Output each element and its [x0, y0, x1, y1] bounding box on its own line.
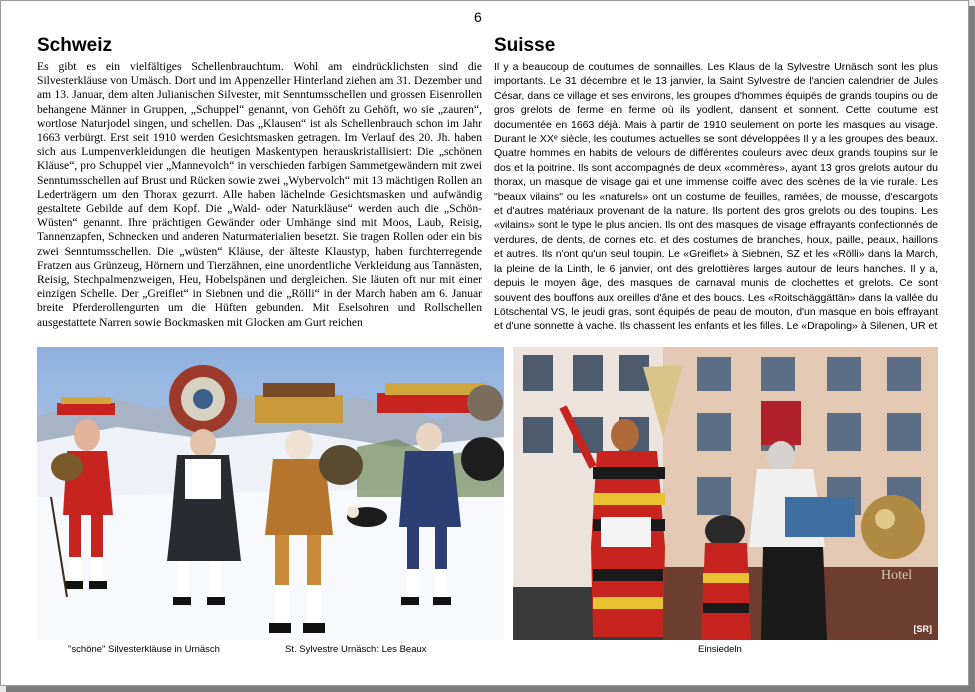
german-title: Schweiz [37, 35, 112, 56]
caption-photo1-french: St. Sylvestre Urnäsch: Les Beaux [285, 644, 427, 655]
photo-silvesterklaeuse-illustration [37, 347, 504, 640]
french-title: Suisse [494, 35, 556, 56]
photo-credit: [SR] [913, 624, 932, 634]
photo-einsiedeln [513, 347, 938, 640]
photo-einsiedeln-illustration [513, 347, 938, 640]
german-body: Es gibt es ein vielfältiges Schellenbrauchtum. Wohl am eindrücklichsten sind die Silvesterkläuse von Umäsch. Dort und im Appenzeller Hinterland ziehen am 31. Dezember und am 13. Januar, dem alten Julianischen Silvester, mit Senntumsschellen und grossen Eisenrollen behangene Männer in Gruppen, „Schuppel“ genannt, von Gehöft zu Gehöft, wo sie „zauren“, wortlose Naturjodel singen, und schellen. Das „Klausen“ ist als Schellenbrauch schon im Jahr 1663 verbürgt. Erst seit 1910 werden Gesichtsmasken getragen. Im Verlauf des 20. Jh. haben sich aus Lumpenverkleidungen die heutigen Maskentypen herauskristallisiert: Die „schönen Kläuse“, pro Schuppel vier „Mannevolch“ in verschieden farbigen Sammetgewändern mit zwei Senntumsschellen auf Brust und Rücken sowie zwei „Wybervolch“ mit 13 mächtigen Rollen an Lederträgern um den Thorax gezurrt. Alle haben lächelnde Gesichtsmasken und aufwändig gestaltete Gebilde auf dem Kopf. Die „Wald- oder Naturkläuse“ werden auch die „Schön-Wüsten“ genannt. Ihre prächtigen Gewänder oder Umhänge sind mit Moos, Laub, Reisig, Tannenzapfen, Schnecken und anderen Naturmaterialien besetzt. Sie tragen Rollen oder ein bis zwei Senntumsschellen. Die „wüsten“ Kläuse, der älteste Klaustyp, haben furchterregende Fratzen aus Grünzeug, Hörnern und Tierzähnen, eine unordentliche Verkleidung aus Tannästen, Reisig, Stechpalmenzweigen, Heu, Hobelspänen und dergleichen. Sie läuten oft nur mit einer einzigen Schelle. Der „Greiflet“ in Siebnen und die „Rölli“ in der March haben am 6. Januar breite Pferderollengurten um die Hüften gebunden. Mit Eselsohren und Rollschellen ausgestattete Narren sowie Bockmasken mit Glocken am Gurt reichen [37, 60, 482, 329]
german-column [37, 35, 482, 330]
photo-silvesterklaeuse [37, 347, 504, 640]
caption-photo2: Einsiedeln [698, 644, 742, 655]
french-column [494, 35, 938, 334]
page-shadow-right [969, 6, 975, 692]
page-number: 6 [474, 9, 482, 25]
caption-photo1-german: "schöne" Silvesterkläuse in Urnäsch [68, 644, 220, 655]
page-shadow-bottom [6, 686, 975, 692]
french-body: Il y a beaucoup de coutumes de sonnailles. Les Klaus de la Sylvestre Urnäsch sont les plus importants. Le 31 décembre et le 13 janvier, la Saint Sylvestre de l'ancien calendrier de Jules César, dans ce village et ses environs, les groupes d'hommes équipés de grands toupins ou de gros grelots de ferme en ferme où ils yodlent, dansent et sonnent. Cette coutume est documentée en 1663 déjà. Mais à partir de 1910 seulement on porte les masques au visage. Durant le XXᵉ siècle, les coutumes actuelles se sont développées Il y a les groupes des beaux. Quatre hommes en habits de velours de différentes couleurs avec deux grands toupins sur le dos et la poitrine. Ils sont accompagnés de deux «commères», ayant 13 gros grelots autour du thorax, un masque de visage gai et une immense coiffe avec des scènes de la vie rurale. Les "beaux vilains" ou les «naturels» ont un costume de feuilles, ramées, de mousse, d'escargots et d'autres matériaux provenant de la nature. Ils portent des gros grelots ou des toupins. Les «vilains» sont le type le plus ancien. Ils ont des masques de visage effrayants confectionnés de verdures, de dents, de cornes etc. et des costumes de branches, houx, paille, peaux, haillons et autres. Ils n'ont qu'un seul toupin. Le «Greiflet» à Siebnen, SZ et les «Rölli» dans la March, la pleine de la Linth, le 6 janvier, ont des grelottières larges autour de leurs hanches. Il y a, depuis le moyen âge, des masques de carnaval munis de clochettes et grelots. Ce sont souvent des bouffons aux oreilles d'âne et des boucs. Les «Roitschäggättän» dans la vallée du Lötschental VS, le jeudi gras, sont équipés de peau de mouton, d'un masque en bois effrayant et d'une sonnette à vache. Ils chassent les enfants et les filles. Le «Drapoling» à Silenen, UR et [494, 61, 938, 333]
svg-text:Hotel: Hotel [881, 568, 913, 583]
